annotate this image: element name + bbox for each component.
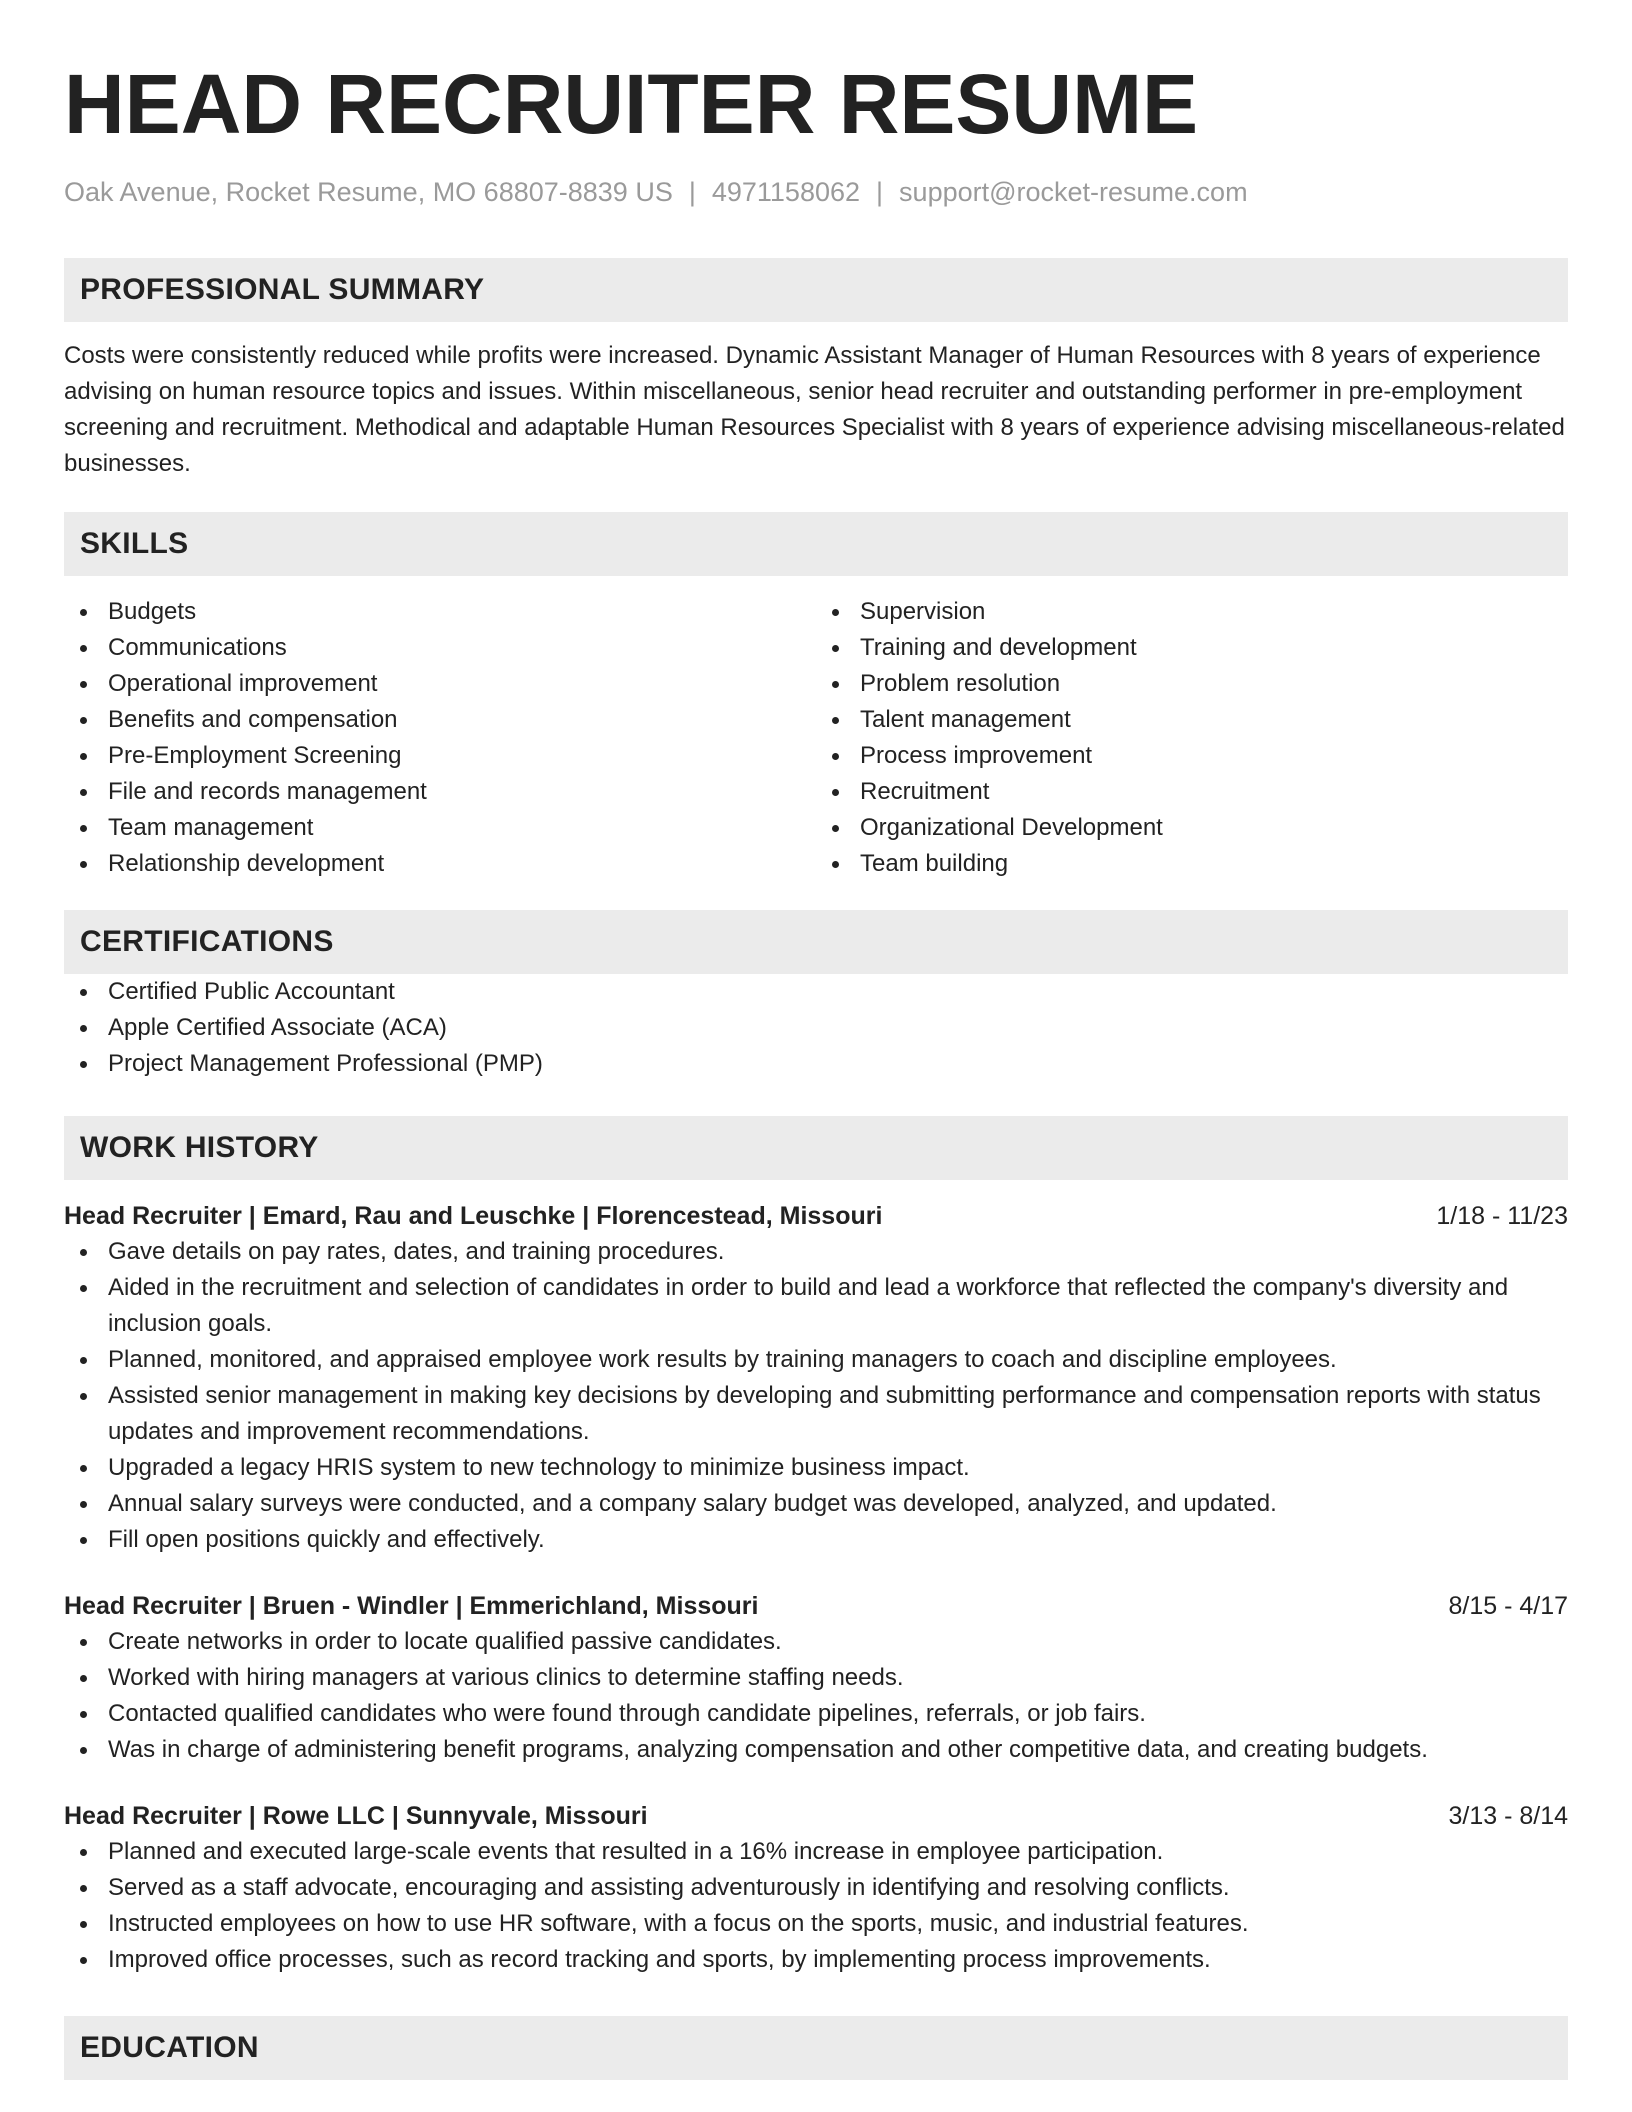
certifications-list — [64, 974, 1568, 1082]
contact-email: support@rocket-resume.com — [899, 177, 1248, 207]
job-bullet: Annual salary surveys were conducted, and a company salary budget was developed, analyzed, and updated. — [64, 1486, 1568, 1522]
job-bullet: Aided in the recruitment and selection of candidates in order to build and lead a workforce that reflected the company's diversity and inclusion goals. — [64, 1270, 1568, 1342]
job-bullet: Planned, monitored, and appraised employee work results by training managers to coach and discipline employees. — [64, 1342, 1568, 1378]
skill-item: Relationship development — [64, 846, 816, 882]
job-bullet: Upgraded a legacy HRIS system to new technology to minimize business impact. — [64, 1450, 1568, 1486]
skill-item: Team management — [64, 810, 816, 846]
certification-item: Certified Public Accountant — [64, 974, 1568, 1010]
job-title: Head Recruiter | Rowe LLC | Sunnyvale, Missouri — [64, 1802, 648, 1830]
skills-grid — [64, 594, 1568, 882]
skills-list-left — [64, 594, 816, 882]
job-bullet: Contacted qualified candidates who were found through candidate pipelines, referrals, or job fairs. — [64, 1696, 1568, 1732]
job-bullet: Instructed employees on how to use HR software, with a focus on the sports, music, and industrial features. — [64, 1906, 1568, 1942]
skills-column-right — [816, 594, 1568, 882]
summary-text: Costs were consistently reduced while profits were increased. Dynamic Assistant Manager of Human Resources with 8 years of experience advising on human resource topics and issues. Within miscellaneous, senior head recruiter and outstanding performer in pre-employment screening and recruitment. Methodical and adaptable Human Resources Specialist with 8 years of experience advising miscellaneous-related businesses. — [64, 342, 1565, 477]
skill-item: Recruitment — [816, 774, 1568, 810]
job-dates: 8/15 - 4/17 — [1448, 1592, 1568, 1620]
job-dates: 1/18 - 11/23 — [1436, 1202, 1568, 1230]
contact-separator: | — [876, 177, 884, 207]
job-bullet: Was in charge of administering benefit programs, analyzing compensation and other competitive data, and creating budgets. — [64, 1732, 1568, 1768]
skill-item: Communications — [64, 630, 816, 666]
contact-phone: 4971158062 — [711, 177, 861, 207]
skill-item: File and records management — [64, 774, 816, 810]
job-bullet: Improved office processes, such as record tracking and sports, by implementing process improvements. — [64, 1942, 1568, 1978]
job-entry — [64, 1798, 1568, 1978]
skills-list-right — [816, 594, 1568, 882]
skill-item: Training and development — [816, 630, 1568, 666]
skill-item: Supervision — [816, 594, 1568, 630]
job-bullet: Create networks in order to locate qualified passive candidates. — [64, 1624, 1568, 1660]
section-header-skills: SKILLS — [64, 512, 1568, 576]
skill-item: Budgets — [64, 594, 816, 630]
skill-item: Problem resolution — [816, 666, 1568, 702]
skill-item: Pre-Employment Screening — [64, 738, 816, 774]
section-header-summary: PROFESSIONAL SUMMARY — [64, 258, 1568, 322]
skills-column-left — [64, 594, 816, 882]
contact-line — [64, 174, 1568, 210]
job-bullets — [64, 1234, 1568, 1558]
skill-item: Operational improvement — [64, 666, 816, 702]
section-header-certifications: CERTIFICATIONS — [64, 910, 1568, 974]
job-entry — [64, 1198, 1568, 1558]
job-bullet: Gave details on pay rates, dates, and training procedures. — [64, 1234, 1568, 1270]
job-header — [64, 1588, 1568, 1624]
job-bullet: Planned and executed large-scale events that resulted in a 16% increase in employee participation. — [64, 1834, 1568, 1870]
job-bullet: Worked with hiring managers at various clinics to determine staffing needs. — [64, 1660, 1568, 1696]
contact-separator: | — [688, 177, 696, 207]
skill-item: Organizational Development — [816, 810, 1568, 846]
job-bullets — [64, 1624, 1568, 1768]
job-bullet: Served as a staff advocate, encouraging and assisting adventurously in identifying and resolving conflicts. — [64, 1870, 1568, 1906]
job-title: Head Recruiter | Emard, Rau and Leuschke | Florencestead, Missouri — [64, 1202, 883, 1230]
resume-title: HEAD RECRUITER RESUME — [64, 57, 1199, 151]
skill-item: Talent management — [816, 702, 1568, 738]
job-entry — [64, 1588, 1568, 1768]
job-header — [64, 1198, 1568, 1234]
job-bullet: Fill open positions quickly and effectively. — [64, 1522, 1568, 1558]
certification-item: Project Management Professional (PMP) — [64, 1046, 1568, 1082]
section-header-work-history: WORK HISTORY — [64, 1116, 1568, 1180]
job-title: Head Recruiter | Bruen - Windler | Emmerichland, Missouri — [64, 1592, 759, 1620]
contact-address: Oak Avenue, Rocket Resume, MO 68807-8839 US — [64, 177, 673, 207]
section-header-education: EDUCATION — [64, 2016, 1568, 2080]
skill-item: Benefits and compensation — [64, 702, 816, 738]
job-bullet: Assisted senior management in making key decisions by developing and submitting performance and compensation reports with status updates and improvement recommendations. — [64, 1378, 1568, 1450]
skill-item: Team building — [816, 846, 1568, 882]
certification-item: Apple Certified Associate (ACA) — [64, 1010, 1568, 1046]
job-bullets — [64, 1834, 1568, 1978]
skill-item: Process improvement — [816, 738, 1568, 774]
job-header — [64, 1798, 1568, 1834]
job-dates: 3/13 - 8/14 — [1448, 1802, 1568, 1830]
